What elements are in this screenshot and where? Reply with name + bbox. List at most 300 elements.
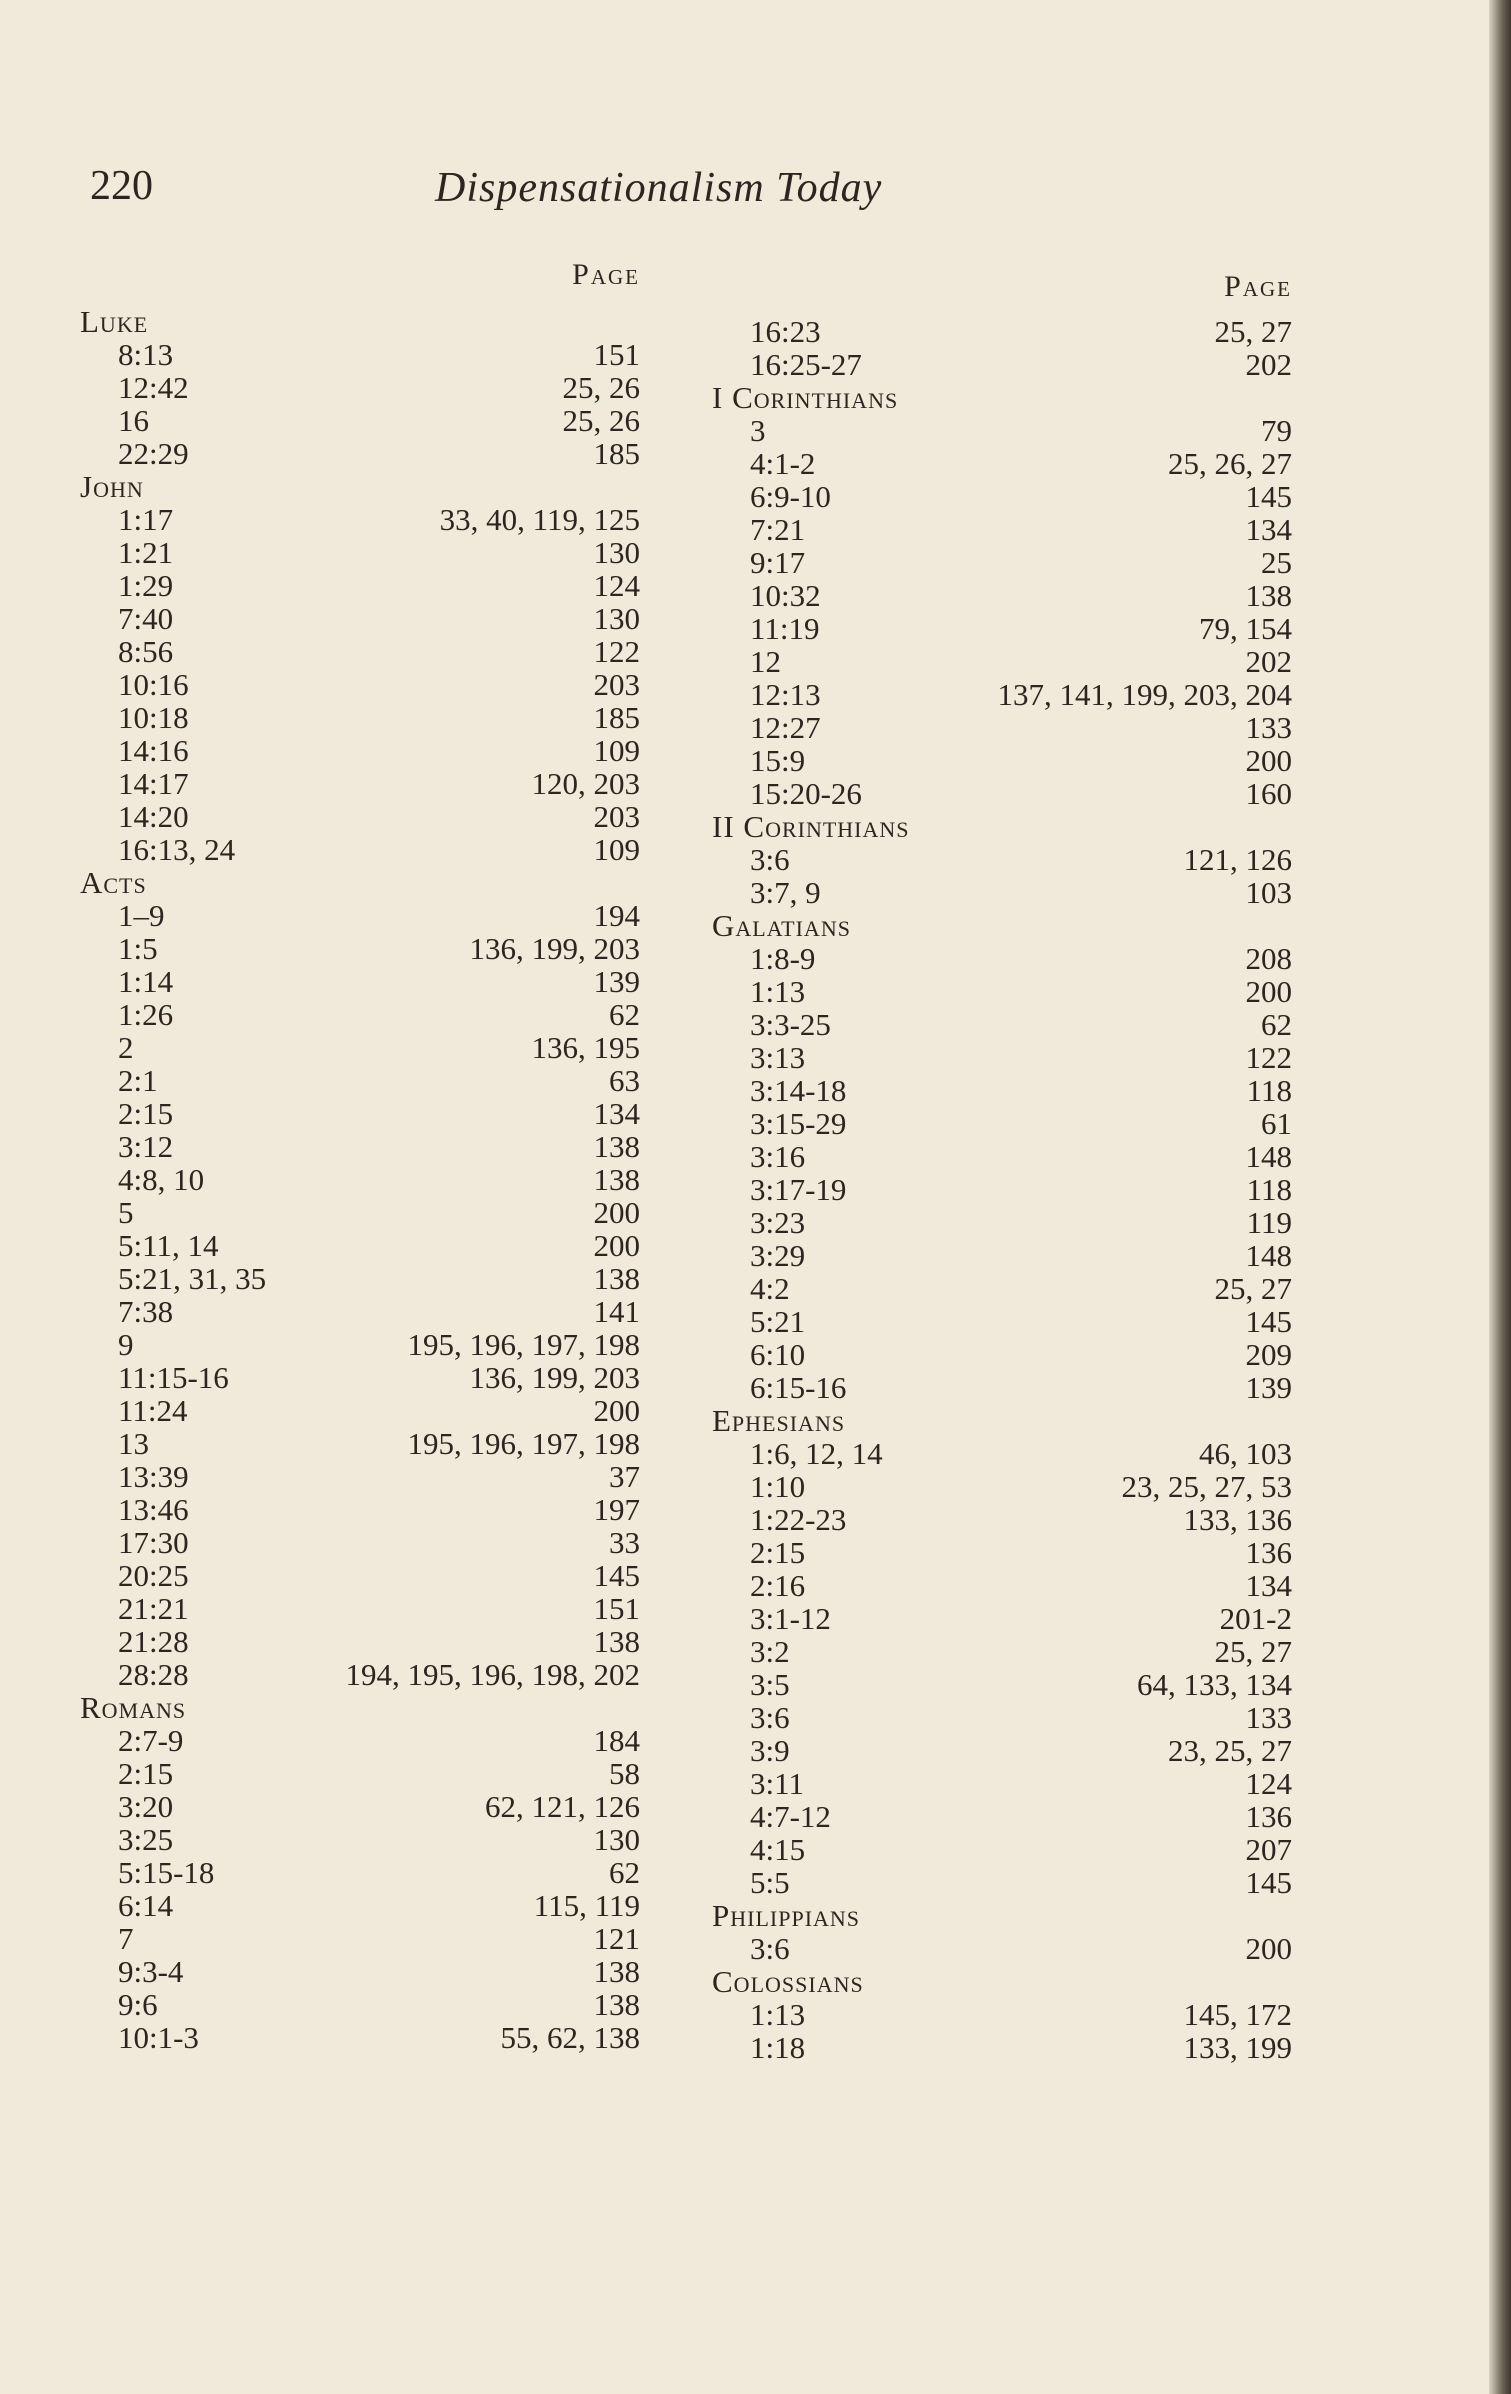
column-page-label: Page — [572, 258, 640, 291]
scripture-reference: 4:7-12 — [750, 1799, 831, 1834]
scripture-reference: 1:17 — [118, 502, 174, 537]
scripture-reference: 10:16 — [118, 667, 189, 702]
index-entry — [80, 1328, 640, 1361]
index-column-left — [80, 255, 640, 2054]
page-references: 207 — [1245, 1832, 1292, 1867]
page-references: 195, 196, 197, 198 — [407, 1327, 640, 1362]
index-entry — [80, 602, 640, 635]
scripture-reference: 16:13, 24 — [118, 832, 236, 867]
book-heading — [80, 866, 640, 899]
page-references: 103 — [1245, 875, 1292, 910]
scripture-reference: 1:26 — [118, 997, 174, 1032]
scripture-reference: 3:15-29 — [750, 1106, 847, 1141]
page-references: 121, 126 — [1183, 842, 1292, 877]
scripture-reference: 11:15-16 — [118, 1360, 229, 1395]
page-references: 200 — [1245, 974, 1292, 1009]
page-references: 139 — [1245, 1370, 1292, 1405]
page-references: 120, 203 — [531, 766, 640, 801]
page-references: 79 — [1261, 413, 1292, 448]
scripture-reference: 2:15 — [118, 1096, 174, 1131]
scripture-reference: 11:19 — [750, 611, 820, 646]
scripture-reference: 1:13 — [750, 1997, 806, 2032]
index-entry — [712, 1041, 1292, 1074]
scripture-reference: 3:5 — [750, 1667, 790, 1702]
index-entry — [712, 348, 1292, 381]
page-references: 25, 26 — [562, 403, 640, 438]
index-entry — [80, 800, 640, 833]
index-entry — [712, 447, 1292, 480]
index-entry — [712, 942, 1292, 975]
page-references: 141 — [593, 1294, 640, 1329]
page-references: 209 — [1245, 1337, 1292, 1372]
page-references: 37 — [609, 1459, 640, 1494]
index-entry — [80, 2021, 640, 2054]
page-references: 194 — [593, 898, 640, 933]
page-references: 194, 195, 196, 198, 202 — [345, 1657, 640, 1692]
page-references: 145 — [1245, 1865, 1292, 1900]
page-references: 55, 62, 138 — [500, 2020, 640, 2055]
page-references: 136, 195 — [531, 1030, 640, 1065]
index-entry — [712, 2031, 1292, 2064]
page-header — [90, 162, 1310, 232]
index-entry — [80, 1724, 640, 1757]
index-entry — [712, 1866, 1292, 1899]
index-entry — [80, 1592, 640, 1625]
index-entry — [712, 1239, 1292, 1272]
index-entry — [80, 1757, 640, 1790]
column-page-label: Page — [1224, 270, 1292, 303]
scripture-reference: 5:21, 31, 35 — [118, 1261, 267, 1296]
scripture-reference: 8:56 — [118, 634, 174, 669]
book-name: I Corinthians — [712, 380, 899, 415]
scripture-reference: 12 — [750, 644, 781, 679]
page-references: 121 — [593, 1921, 640, 1956]
page-references: 200 — [1245, 743, 1292, 778]
index-entry — [80, 1163, 640, 1196]
scripture-reference: 6:15-16 — [750, 1370, 847, 1405]
index-entry — [712, 1536, 1292, 1569]
page-references: 145 — [1245, 479, 1292, 514]
page-references: 138 — [593, 1954, 640, 1989]
page-references: 203 — [593, 799, 640, 834]
page-references: 46, 103 — [1199, 1436, 1292, 1471]
page-references: 122 — [593, 634, 640, 669]
running-title: Dispensationalism Today — [435, 165, 883, 211]
page-references: 62 — [1261, 1007, 1292, 1042]
index-entry — [712, 711, 1292, 744]
page-references: 61 — [1261, 1106, 1292, 1141]
index-entry — [712, 1173, 1292, 1206]
scripture-reference: 3:7, 9 — [750, 875, 821, 910]
page-references: 185 — [593, 700, 640, 735]
scripture-reference: 12:42 — [118, 370, 189, 405]
page-references: 134 — [1245, 1568, 1292, 1603]
scripture-reference: 13:39 — [118, 1459, 189, 1494]
page-references: 122 — [1245, 1040, 1292, 1075]
page-references: 25, 27 — [1214, 1271, 1292, 1306]
page-references: 25, 26, 27 — [1168, 446, 1292, 481]
index-entry — [712, 513, 1292, 546]
page-references: 136, 199, 203 — [469, 931, 640, 966]
book-name: Philippians — [712, 1898, 861, 1933]
scripture-reference: 3:20 — [118, 1789, 174, 1824]
index-entry — [712, 1701, 1292, 1734]
page-references: 130 — [593, 601, 640, 636]
page-references: 138 — [593, 1624, 640, 1659]
index-entry — [712, 1074, 1292, 1107]
page-references: 119 — [1246, 1205, 1292, 1240]
scripture-reference: 17:30 — [118, 1525, 189, 1560]
page-references: 109 — [593, 832, 640, 867]
index-entry — [80, 1625, 640, 1658]
page-references: 25, 26 — [562, 370, 640, 405]
page-references: 133 — [1245, 1700, 1292, 1735]
scripture-reference: 9:3-4 — [118, 1954, 184, 1989]
page-edge-shadow — [1489, 0, 1511, 2394]
index-entry — [80, 899, 640, 932]
index-entry — [80, 1988, 640, 2021]
scripture-reference: 3:17-19 — [750, 1172, 847, 1207]
scripture-reference: 1:29 — [118, 568, 174, 603]
page-references: 201-2 — [1219, 1601, 1292, 1636]
scripture-reference: 3:2 — [750, 1634, 790, 1669]
scripture-reference: 15:20-26 — [750, 776, 862, 811]
book-heading — [712, 381, 1292, 414]
index-entry — [712, 414, 1292, 447]
page-references: 151 — [593, 1591, 640, 1626]
scripture-reference: 3:3-25 — [750, 1007, 831, 1042]
page-references: 200 — [593, 1228, 640, 1263]
page-references: 115, 119 — [533, 1888, 640, 1923]
scripture-reference: 14:20 — [118, 799, 189, 834]
index-entry — [80, 1526, 640, 1559]
page-references: 136 — [1245, 1535, 1292, 1570]
page-references: 124 — [1245, 1766, 1292, 1801]
index-entry — [712, 1998, 1292, 2031]
index-entry — [80, 965, 640, 998]
index-entry — [712, 1305, 1292, 1338]
scripture-reference: 16:23 — [750, 314, 821, 349]
scripture-reference: 1:6, 12, 14 — [750, 1436, 883, 1471]
index-entry — [712, 1272, 1292, 1305]
scripture-reference: 5:5 — [750, 1865, 790, 1900]
scripture-reference: 20:25 — [118, 1558, 189, 1593]
scripture-reference: 14:17 — [118, 766, 189, 801]
book-heading — [712, 909, 1292, 942]
book-heading — [80, 1691, 640, 1724]
scripture-reference: 16 — [118, 403, 149, 438]
index-entry — [80, 1064, 640, 1097]
page-references: 136, 199, 203 — [469, 1360, 640, 1395]
book-name: II Corinthians — [712, 809, 910, 844]
page-references: 25, 27 — [1214, 314, 1292, 349]
scripture-reference: 3:23 — [750, 1205, 806, 1240]
page-references: 136 — [1245, 1799, 1292, 1834]
index-entry — [80, 1262, 640, 1295]
scripture-reference: 2 — [118, 1030, 134, 1065]
page-references: 138 — [1245, 578, 1292, 613]
index-column-right — [712, 255, 1292, 2064]
index-entry — [712, 579, 1292, 612]
index-entry — [80, 1889, 640, 1922]
scripture-reference: 3:13 — [750, 1040, 806, 1075]
page-references: 138 — [593, 1987, 640, 2022]
page-references: 160 — [1245, 776, 1292, 811]
page-references: 23, 25, 27, 53 — [1121, 1469, 1292, 1504]
page-references: 62 — [609, 1855, 640, 1890]
index-entry — [80, 701, 640, 734]
scripture-reference: 2:15 — [118, 1756, 174, 1791]
page-references: 148 — [1245, 1139, 1292, 1174]
page-references: 138 — [593, 1261, 640, 1296]
book-heading — [712, 810, 1292, 843]
index-entry — [80, 635, 640, 668]
page-references: 33, 40, 119, 125 — [439, 502, 640, 537]
page-references: 133, 136 — [1183, 1502, 1292, 1537]
index-entry — [712, 1437, 1292, 1470]
scripture-reference: 6:9-10 — [750, 479, 831, 514]
index-entry — [80, 767, 640, 800]
scripture-reference: 9:6 — [118, 1987, 158, 2022]
page-references: 185 — [593, 436, 640, 471]
index-entry — [80, 833, 640, 866]
index-entry — [80, 569, 640, 602]
page-references: 200 — [593, 1393, 640, 1428]
scripture-reference: 12:27 — [750, 710, 821, 745]
page-references: 133 — [1245, 710, 1292, 745]
page-references: 118 — [1246, 1073, 1292, 1108]
index-entry — [712, 777, 1292, 810]
page-references: 25 — [1261, 545, 1292, 580]
scripture-reference: 6:14 — [118, 1888, 174, 1923]
scripture-reference: 3:29 — [750, 1238, 806, 1273]
page-references: 130 — [593, 535, 640, 570]
scripture-reference: 5:21 — [750, 1304, 806, 1339]
index-entry — [80, 1427, 640, 1460]
index-entry — [712, 1602, 1292, 1635]
scripture-reference: 4:2 — [750, 1271, 790, 1306]
scripture-reference: 10:32 — [750, 578, 821, 613]
index-entry — [80, 1097, 640, 1130]
book-name: Acts — [80, 865, 147, 900]
scripture-reference: 28:28 — [118, 1657, 189, 1692]
index-entry — [712, 1635, 1292, 1668]
scripture-reference: 2:15 — [750, 1535, 806, 1570]
scripture-reference: 2:7-9 — [118, 1723, 184, 1758]
index-entry — [712, 1470, 1292, 1503]
page-references: 202 — [1245, 347, 1292, 382]
index-entry — [712, 744, 1292, 777]
scripture-reference: 1:13 — [750, 974, 806, 1009]
scripture-reference: 3:12 — [118, 1129, 174, 1164]
scripture-reference: 4:1-2 — [750, 446, 816, 481]
index-entry — [712, 1107, 1292, 1140]
scripture-reference: 9:17 — [750, 545, 806, 580]
scripture-reference: 6:10 — [750, 1337, 806, 1372]
index-entry — [712, 1371, 1292, 1404]
index-entry — [712, 1767, 1292, 1800]
index-entry — [80, 1493, 640, 1526]
scripture-reference: 1–9 — [118, 898, 165, 933]
scripture-reference: 3:9 — [750, 1733, 790, 1768]
index-entry — [80, 1856, 640, 1889]
scripture-reference: 21:21 — [118, 1591, 189, 1626]
index-entry — [712, 1734, 1292, 1767]
index-entry — [712, 546, 1292, 579]
scripture-reference: 10:1-3 — [118, 2020, 199, 2055]
index-entry — [80, 437, 640, 470]
scripture-reference: 5 — [118, 1195, 134, 1230]
index-entry — [80, 734, 640, 767]
scripture-reference: 2:1 — [118, 1063, 158, 1098]
page-number: 220 — [90, 163, 153, 209]
index-entry — [712, 1932, 1292, 1965]
index-entry — [80, 503, 640, 536]
scripture-reference: 5:11, 14 — [118, 1228, 219, 1263]
index-entry — [712, 1008, 1292, 1041]
index-entry — [80, 1295, 640, 1328]
index-entry — [712, 1206, 1292, 1239]
page-references: 145 — [1245, 1304, 1292, 1339]
page-references: 62 — [609, 997, 640, 1032]
scripture-reference: 7:40 — [118, 601, 174, 636]
page-references: 124 — [593, 568, 640, 603]
book-heading — [712, 1404, 1292, 1437]
scripture-reference: 3:16 — [750, 1139, 806, 1174]
page-references: 62, 121, 126 — [485, 1789, 640, 1824]
page-references: 184 — [593, 1723, 640, 1758]
scripture-reference: 3 — [750, 413, 766, 448]
scripture-reference: 14:16 — [118, 733, 189, 768]
index-entry — [80, 668, 640, 701]
scripture-reference: 1:22-23 — [750, 1502, 847, 1537]
page-references: 133, 199 — [1183, 2030, 1292, 2065]
page-references: 58 — [609, 1756, 640, 1791]
page-references: 134 — [593, 1096, 640, 1131]
scripture-reference: 16:25-27 — [750, 347, 862, 382]
index-entry — [80, 371, 640, 404]
scripture-reference: 11:24 — [118, 1393, 188, 1428]
index-entry — [80, 1790, 640, 1823]
page-references: 138 — [593, 1129, 640, 1164]
index-entry — [712, 1800, 1292, 1833]
index-entry — [80, 1394, 640, 1427]
index-entry — [712, 876, 1292, 909]
scripture-reference: 7 — [118, 1921, 134, 1956]
page-references: 139 — [593, 964, 640, 999]
page-references: 138 — [593, 1162, 640, 1197]
scripture-reference: 3:1-12 — [750, 1601, 831, 1636]
page-references: 208 — [1245, 941, 1292, 976]
book-name: Ephesians — [712, 1403, 846, 1438]
scripture-reference: 1:18 — [750, 2030, 806, 2065]
index-entry — [80, 932, 640, 965]
page-references: 79, 154 — [1199, 611, 1292, 646]
index-entry — [712, 612, 1292, 645]
book-name: John — [80, 469, 144, 504]
scripture-reference: 3:6 — [750, 1700, 790, 1735]
index-entry — [80, 1229, 640, 1262]
page-references: 195, 196, 197, 198 — [407, 1426, 640, 1461]
index-entry — [80, 1922, 640, 1955]
scripture-reference: 2:16 — [750, 1568, 806, 1603]
book-name: Colossians — [712, 1964, 864, 1999]
index-entry — [80, 998, 640, 1031]
index-entry — [712, 315, 1292, 348]
scripture-reference: 3:11 — [750, 1766, 804, 1801]
page-references: 25, 27 — [1214, 1634, 1292, 1669]
book-name: Galatians — [712, 908, 851, 943]
page-references: 64, 133, 134 — [1137, 1667, 1292, 1702]
page-references: 151 — [593, 337, 640, 372]
index-entry — [712, 1140, 1292, 1173]
scripture-reference: 1:21 — [118, 535, 174, 570]
index-entry — [712, 843, 1292, 876]
scripture-reference: 13:46 — [118, 1492, 189, 1527]
index-entry — [80, 1823, 640, 1856]
scripture-reference: 4:15 — [750, 1832, 806, 1867]
book-heading — [712, 1965, 1292, 1998]
page-references: 203 — [593, 667, 640, 702]
index-entry — [80, 1130, 640, 1163]
scripture-reference: 3:6 — [750, 842, 790, 877]
scripture-reference: 8:13 — [118, 337, 174, 372]
index-entry — [712, 975, 1292, 1008]
scripture-reference: 5:15-18 — [118, 1855, 215, 1890]
index-entry — [80, 1196, 640, 1229]
scripture-reference: 1:5 — [118, 931, 158, 966]
page-references: 202 — [1245, 644, 1292, 679]
scripture-reference: 3:14-18 — [750, 1073, 847, 1108]
index-entry — [712, 1338, 1292, 1371]
page-references: 148 — [1245, 1238, 1292, 1273]
index-entry — [712, 480, 1292, 513]
scripture-reference: 9 — [118, 1327, 134, 1362]
scripture-reference: 13 — [118, 1426, 149, 1461]
index-entry — [80, 1955, 640, 1988]
index-entry — [80, 338, 640, 371]
page-references: 109 — [593, 733, 640, 768]
index-entry — [80, 1559, 640, 1592]
scripture-reference: 3:25 — [118, 1822, 174, 1857]
page-references: 145, 172 — [1183, 1997, 1292, 2032]
index-entry — [712, 645, 1292, 678]
page-references: 63 — [609, 1063, 640, 1098]
index-entry — [80, 1460, 640, 1493]
scripture-reference: 3:6 — [750, 1931, 790, 1966]
page-references: 23, 25, 27 — [1168, 1733, 1292, 1768]
index-entry — [712, 678, 1292, 711]
page-references: 130 — [593, 1822, 640, 1857]
page-references: 134 — [1245, 512, 1292, 547]
index-entry — [712, 1833, 1292, 1866]
scripture-reference: 1:10 — [750, 1469, 806, 1504]
scripture-reference: 4:8, 10 — [118, 1162, 205, 1197]
scripture-reference: 15:9 — [750, 743, 806, 778]
page-references: 145 — [593, 1558, 640, 1593]
book-name: Luke — [80, 304, 149, 339]
scripture-reference: 1:8-9 — [750, 941, 816, 976]
scripture-reference: 10:18 — [118, 700, 189, 735]
scripture-reference: 1:14 — [118, 964, 174, 999]
scripture-reference: 7:38 — [118, 1294, 174, 1329]
scripture-reference: 7:21 — [750, 512, 806, 547]
page-references: 33 — [609, 1525, 640, 1560]
book-name: Romans — [80, 1690, 187, 1725]
index-entry — [80, 536, 640, 569]
page-references: 118 — [1246, 1172, 1292, 1207]
index-entry — [80, 404, 640, 437]
